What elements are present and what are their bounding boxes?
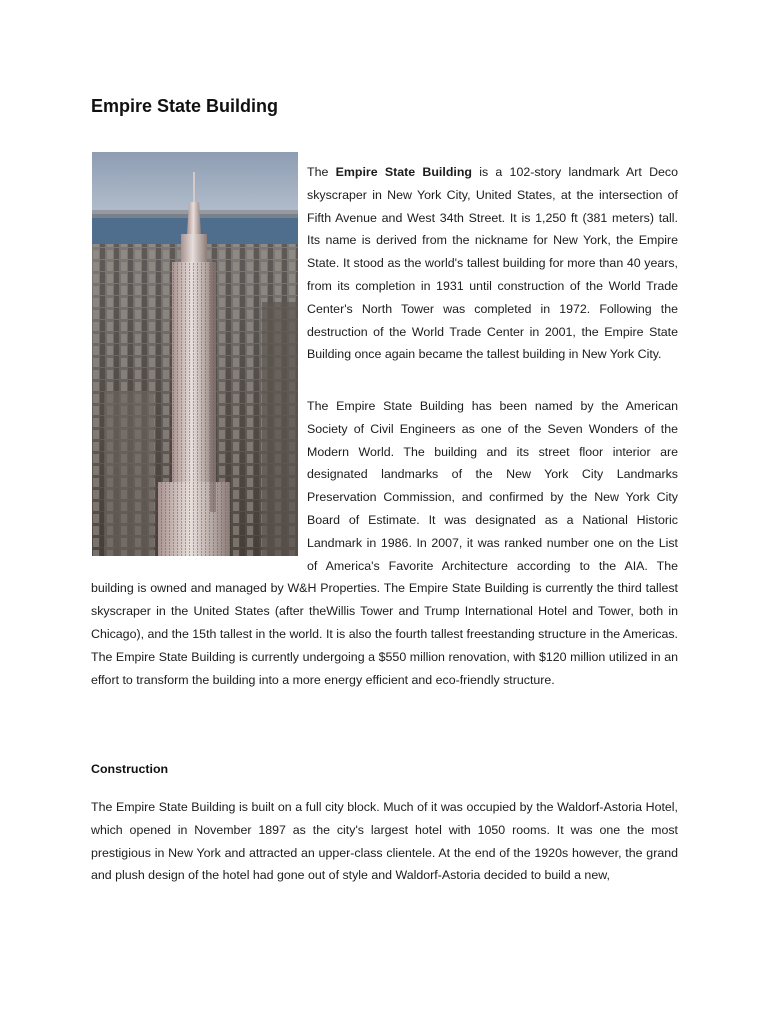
paragraph-2-container (91, 395, 678, 691)
paragraph-3: The Empire State Building is built on a full city block. Much of it was occupied by the Waldorf-Astoria Hotel, which opened in November 1897 as the city's largest hotel with 1050 rooms. It was one the most prestigious in New York and attracted an upper-class clientele. At the end of the 1920s however, the grand and plush design of the hotel had gone out of style and Waldorf-Astoria decided to build a new, (91, 800, 678, 883)
intro-paragraph (307, 161, 678, 366)
section-heading-construction: Construction (91, 762, 169, 776)
intro-body: is a 102-story landmark Art Deco skyscraper in New York City, United States, at the intersection of Fifth Avenue and West 34th Street. It is 1,250 ft (381 meters) tall. Its name is derived from the nickname for New York, the Empire State. It stood as the world's tallest building for more than 40 years, from its completion in 1931 until construction of the World Trade Center's North Tower was completed in 1972. Following the destruction of the World Trade Center in 2001, the Empire State Building once again became the tallest building in New York City. (307, 165, 678, 362)
intro-lead: The (307, 165, 336, 179)
photo-float-spacer (91, 395, 307, 557)
paragraph-2: The Empire State Building has been named by the American Society of Civil Engineers as one of the Seven Wonders of the Modern World. The building and its street floor interior are designated landmarks of the New York City Landmarks Preservation Commission, and confirmed by the New York City Board of Estimate. It was designated as a National Historic Landmark in 1986. In 2007, it was ranked number one on the List of America's Favorite Architecture according to the AIA. The building is owned and managed by W&H Properties. The Empire State Building is currently the third tallest skyscraper in the United States (after theWillis Tower and Trump International Hotel and Tower, both in Chicago), and the 15th tallest in the world. It is also the fourth tallest freestanding structure in the Americas. The Empire State Building is currently undergoing a $550 million renovation, with $120 million utilized in an effort to transform the building into a more energy efficient and eco-friendly structure. (91, 399, 678, 687)
page-title: Empire State Building (91, 96, 279, 116)
intro-bold-term: Empire State Building (335, 165, 472, 179)
